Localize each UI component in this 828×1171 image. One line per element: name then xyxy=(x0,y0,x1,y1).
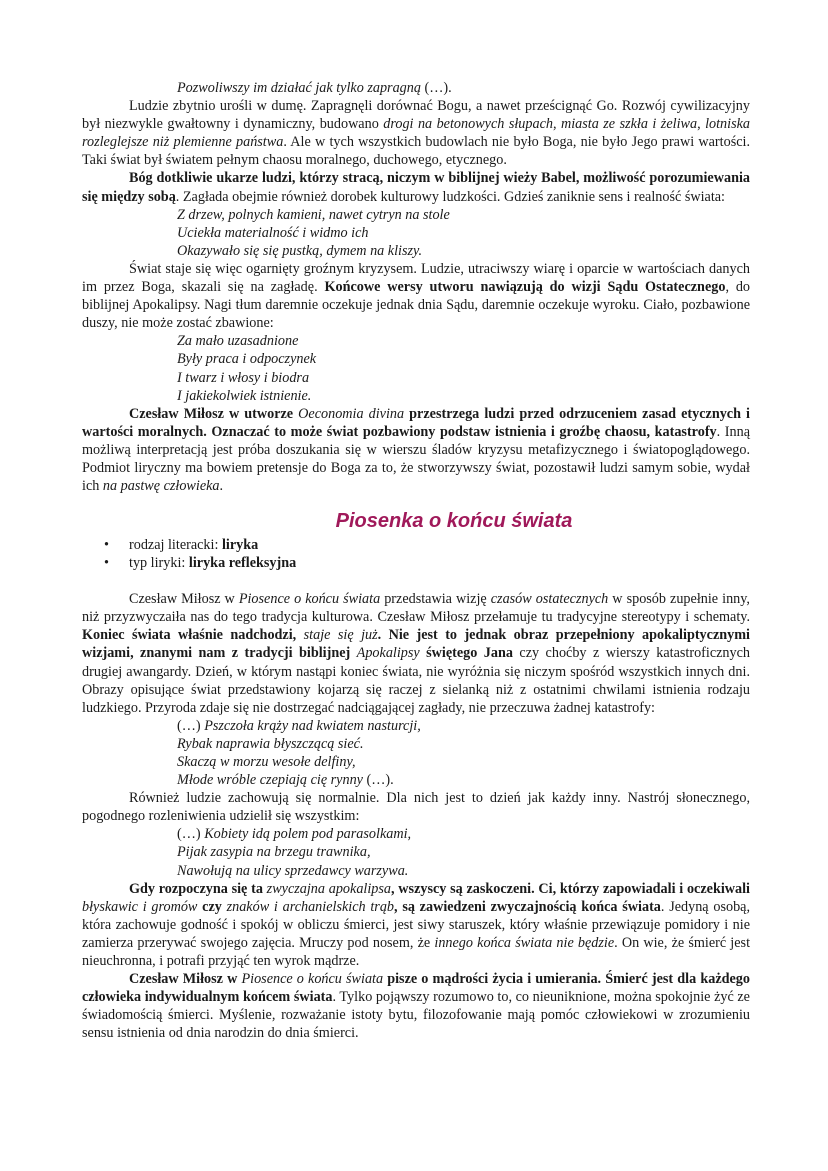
verse-quote xyxy=(82,717,750,789)
verse-line: Za mało uzasadnione xyxy=(177,333,299,350)
bold-text: czy xyxy=(197,898,227,915)
text-run: . Inną możliwą interpretacją jest próba doszukania się w wierszu śladów kryzysu metafizycznego i światopoglądowego. Podmiot liryczny ma bowiem pretensje do Boga za to, że stworzywszy świat, pozostawił ludzi samym sobie, wydał ich xyxy=(82,423,750,495)
text-run: . On wie, że śmierć jest nieuchronna, i potrafi przyjąć ten wyrok mądrze. xyxy=(82,934,751,970)
italic-text: staje się już xyxy=(303,627,378,644)
section-heading: Piosenka o końcu świata xyxy=(335,510,573,533)
bullet-item xyxy=(82,554,750,572)
bold-text: , są zawiedzeni zwyczajnością końca świata xyxy=(394,898,661,915)
italic-text: Nawołują na ulicy sprzedawcy warzywa. xyxy=(177,862,409,879)
verse-line: Z drzew, polnych kamieni, nawet cytryn na stole xyxy=(177,206,450,223)
italic-text: Rybak naprawia błyszczącą sieć. xyxy=(177,735,364,752)
verse-line xyxy=(177,735,750,753)
text-run: . xyxy=(219,478,224,495)
italic-text: Kobiety idą polem pod parasolkami, xyxy=(204,826,412,843)
paragraph xyxy=(82,260,750,332)
paragraph xyxy=(82,169,750,205)
text-run: . Tylko pojąwszy rozumowo to, co nieuniknione, można spokojnie żyć ze świadomością śmierci. Myślenie, rozważanie istoty bytu, filozofowanie mają pomóc człowiekowi w zrozumieniu sensu istnienia od dnia narodzin do dnia śmierci. xyxy=(82,989,750,1042)
paragraph xyxy=(82,590,750,717)
italic-text: błyskawic i gromów xyxy=(82,898,198,915)
italic-text: Młode wróble czepiają cię rynny xyxy=(177,772,367,789)
text-run: Również ludzie zachowują się normalnie. Dla nich jest to dzień jak każdy inny. Nastrój słonecznego, pogodnego rozleniwienia udzielił się wszystkim: xyxy=(82,790,750,825)
bold-text: pisze o mądrości życia i umierania. Śmierć jest dla każdego człowieka indywidualnym końcem świata xyxy=(82,971,750,1006)
verse-line: I twarz i włosy i biodra xyxy=(177,369,310,386)
bold-text: świętego Jana xyxy=(419,645,513,662)
italic-text: znaków i archanielskich trąb xyxy=(226,898,395,915)
text-run: czy choćby z wierszy katastroficznych drugiej awangardy. Dzień, w którym nastąpi koniec świata, nie wyróżnia się niczym spośród wszystkich innych dni. Obrazy opisujące świat przedstawiony kojarzą się raczej z sielanką niż z ostatnimi chwilami istnienia rodzaju ludzkiego. Przyroda zdaje się nie dostrzegać nadciągającej zagłady, nie przeczuwa żadnej katastrofy: xyxy=(82,645,750,716)
bullet-value: liryka refleksyjna xyxy=(188,555,297,572)
italic-text: Oeconomia divina xyxy=(298,405,405,422)
text-run: . Zagłada obejmie również dorobek kulturowy ludzkości. Gdzieś zaniknie sens i realność świata: xyxy=(175,188,726,205)
text-run: w sposób zupełnie inny, niż przyzwyczaiła nas do tego tradycja kulturowa. Czesław Miłosz przełamuje tu tradycyjne stereotypy i schematy. xyxy=(82,591,750,626)
italic-text: na pastwę człowieka xyxy=(102,478,220,495)
text-run: (…) xyxy=(177,826,205,843)
verse-line xyxy=(177,79,750,97)
paragraph xyxy=(82,789,750,825)
verse-line xyxy=(177,825,750,843)
italic-text: Pszczoła krąży nad kwiatem nasturcji, xyxy=(204,717,421,734)
document-page xyxy=(82,79,750,1043)
bullet-list xyxy=(82,536,750,572)
bold-text: , wszyscy są zaskoczeni. Ci, którzy zapowiadali i oczekiwali xyxy=(391,880,751,897)
verse-line: I jakiekolwiek istnienie. xyxy=(177,387,312,404)
italic-text: Apokalipsy xyxy=(356,645,420,662)
verse-quote xyxy=(82,332,750,404)
italic-text: drogi na betonowych słupach xyxy=(383,116,553,133)
verse-quote xyxy=(82,825,750,879)
paragraph xyxy=(82,880,750,970)
italic-text: Skaczą w morzu wesołe delfiny, xyxy=(177,754,356,770)
bold-text: Czesław Miłosz w xyxy=(129,971,242,988)
verse-quote xyxy=(82,206,750,260)
italic-text: lotniska rozleglejsze niż plemienne państwa xyxy=(82,116,751,151)
verse-line xyxy=(177,753,750,771)
verse-line xyxy=(177,843,750,861)
verse-quote xyxy=(82,79,750,97)
verse-line: Okazywało się się pustką, dymem na kliszy. xyxy=(177,242,423,259)
bold-text: Koniec świata właśnie nadchodzi, xyxy=(82,627,304,644)
verse-line: Były praca i odpoczynek xyxy=(177,351,317,368)
verse-line xyxy=(177,717,750,735)
bold-text: Gdy rozpoczyna się ta xyxy=(129,880,267,897)
text-run: przedstawia wizję xyxy=(380,591,491,608)
italic-text: Piosence o końcu świata xyxy=(238,591,381,608)
bullet-value: liryka xyxy=(221,537,259,554)
text-run: , xyxy=(697,116,706,133)
italic-text: miasta ze szkła i żeliwa xyxy=(560,116,698,133)
text-run: , do biblijnej Apokalipsy. Nagi tłum daremnie oczekuje jednak dnia Sądu, daremnie oczekuje wyroku. Ciało, pozbawione duszy, nie może zostać zbawione: xyxy=(82,279,751,332)
paragraph xyxy=(82,405,750,495)
verse-line xyxy=(177,862,750,880)
verse-line xyxy=(177,771,750,789)
text-run: (…). xyxy=(424,80,452,96)
paragraph xyxy=(82,970,750,1042)
text-run: (…). xyxy=(366,772,394,789)
text-run: . Ale w tych wszystkich budowlach nie było Boga, nie było Jego prawi wartości. Taki świat był światem pełnym chaosu moralnego, duchowego, etycznego. xyxy=(82,134,750,169)
text-run: Świat staje się więc ogarnięty groźnym kryzysem. Ludzie, utraciwszy wiarę i oparcie w wartościach danych im przez Boga, skazali się na zagładę. xyxy=(82,260,750,296)
italic-text: czasów ostatecznych xyxy=(490,591,609,608)
bold-text: . Nie jest to jednak obraz przepełniony apokaliptycznymi wizjami, znanymi nam z tradycji biblijnej xyxy=(82,627,750,662)
text-run: . Jedyną osobą, która zachowuje godność i spokój w obliczu śmierci, jest siwy staruszek, który właśnie przewiązuje pomidory i nie zamierza przerywać swojego zajęcia. Mruczy pod nosem, że xyxy=(82,898,751,951)
bold-text: przestrzega ludzi przed odrzuceniem zasad etycznych i wartości moralnych. Oznaczać to może świat pozbawiony podstaw istnienia i groźbę chaosu, katastrofy xyxy=(82,405,750,440)
bullet-label: rodzaj literacki: xyxy=(129,537,222,554)
text-run: , xyxy=(552,116,561,133)
bullet-label: typ liryki: xyxy=(129,555,189,572)
italic-text: Pijak zasypia na brzegu trawnika, xyxy=(177,844,371,861)
italic-text: zwyczajna apokalipsa xyxy=(266,880,392,897)
spacer xyxy=(82,572,750,590)
bullet-item xyxy=(82,536,750,554)
bold-text: Końcowe wersy utworu nawiązują do wizji Sądu Ostatecznego xyxy=(324,279,726,296)
text-run: (…) xyxy=(177,717,205,734)
italic-text: Pozwoliwszy im działać jak tylko zapragną xyxy=(177,80,425,96)
italic-text: Piosence o końcu świata xyxy=(241,971,384,988)
italic-text: innego końca świata nie będzie xyxy=(434,934,615,951)
verse-line: Uciekła materialność i widmo ich xyxy=(177,224,369,241)
paragraph xyxy=(82,97,750,169)
bold-text: Bóg dotkliwie ukarze ludzi, którzy stracą, niczym w biblijnej wieży Babel, możliwość porozumiewania się między sobą xyxy=(82,170,750,205)
bold-text: Czesław Miłosz w utworze xyxy=(129,405,299,422)
text-run: Ludzie zbytnio urośli w dumę. Zapragnęli dorównać Bogu, a nawet prześcignąć Go. Rozwój cywilizacyjny był niezwykle gwałtowny i dynamiczny, budowano xyxy=(82,98,750,133)
text-run: Czesław Miłosz w xyxy=(129,591,239,608)
